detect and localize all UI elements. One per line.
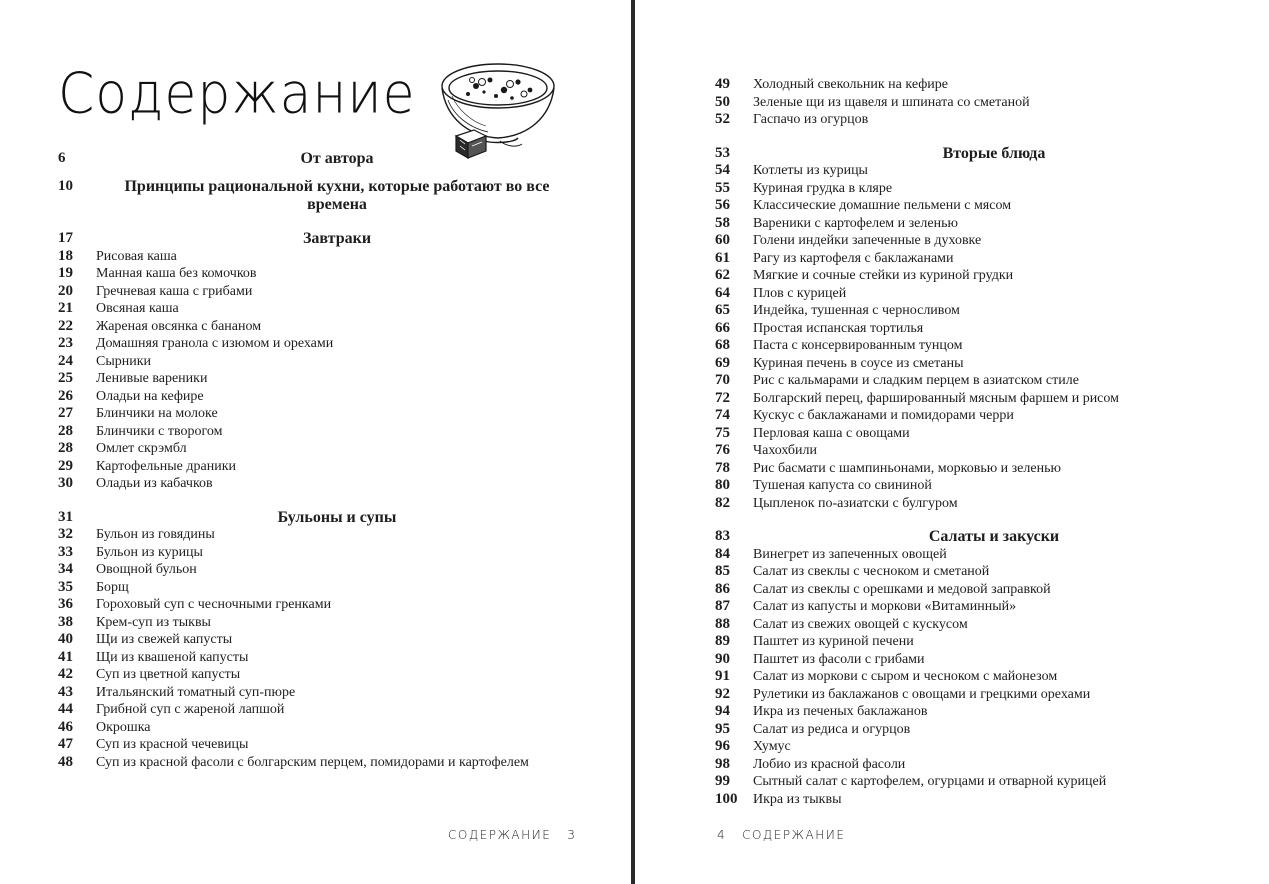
page-number: 52 <box>715 111 730 127</box>
entry-title: Салат из свеклы с орешками и медовой заправкой <box>753 581 1051 597</box>
toc-entry <box>58 526 578 544</box>
page-number: 6 <box>58 150 66 166</box>
page-number: 17 <box>58 230 73 246</box>
toc-entry <box>715 756 1235 774</box>
page-number: 72 <box>715 389 730 406</box>
toc-entry <box>58 353 578 371</box>
page-number: 54 <box>715 162 730 178</box>
entry-title: Голени индейки запеченные в духовке <box>753 233 982 248</box>
page-number: 44 <box>58 701 73 717</box>
toc-entry <box>715 407 1235 425</box>
page-number: 69 <box>715 354 730 371</box>
page-number: 34 <box>58 561 73 577</box>
footer-label: СОДЕРЖАНИЕ <box>448 828 552 842</box>
page-number: 48 <box>58 753 73 770</box>
page-number: 24 <box>58 352 73 369</box>
page-number: 100 <box>715 790 738 807</box>
entry-title: Индейка, тушенная с черносливом <box>753 303 960 318</box>
page-number: 84 <box>715 545 730 562</box>
right-table-of-contents <box>715 76 1235 808</box>
page-number: 65 <box>715 302 730 318</box>
spacer <box>58 168 578 178</box>
toc-entry <box>58 440 578 458</box>
page-number: 28 <box>58 422 73 439</box>
section-title: Принципы рациональной кухни, которые работают во все времена <box>124 178 550 213</box>
toc-entry <box>715 162 1235 180</box>
toc-entry <box>58 754 578 772</box>
entry-title: Гречневая каша с грибами <box>96 283 253 299</box>
page-number: 83 <box>715 528 730 544</box>
page-number: 89 <box>715 633 730 649</box>
toc-entry <box>715 285 1235 303</box>
page-number: 55 <box>715 179 730 196</box>
toc-entry <box>58 405 578 423</box>
page-number: 23 <box>58 335 73 351</box>
page-number: 35 <box>58 578 73 595</box>
page-number: 74 <box>715 407 730 423</box>
page-number: 28 <box>58 440 73 456</box>
toc-entry <box>715 791 1235 809</box>
page-number: 21 <box>58 300 73 316</box>
page-number: 41 <box>58 648 73 665</box>
page-number: 29 <box>58 457 73 474</box>
footer-label: СОДЕРЖАНИЕ <box>742 828 846 842</box>
entry-title: Рагу из картофеля с баклажанами <box>753 250 954 266</box>
entry-title: Омлет скрэмбл <box>96 441 187 456</box>
toc-entry <box>58 458 578 476</box>
toc-entry <box>715 721 1235 739</box>
toc-entry <box>715 355 1235 373</box>
page-number: 70 <box>715 372 730 388</box>
page-number: 25 <box>58 370 73 386</box>
entry-title: Овсяная каша <box>96 301 179 316</box>
toc-entry <box>58 719 578 737</box>
entry-title: Рис басмати с шампиньонами, морковью и зеленью <box>753 460 1061 476</box>
toc-entry <box>715 390 1235 408</box>
spacer <box>58 493 578 509</box>
page-number: 10 <box>58 178 73 194</box>
entry-title: Крем-суп из тыквы <box>96 614 211 630</box>
toc-section-heading <box>715 528 1235 546</box>
entry-title: Бульон из говядины <box>96 527 215 542</box>
entry-title: Холодный свекольник на кефире <box>753 77 948 92</box>
page-number: 80 <box>715 477 730 493</box>
toc-entry <box>58 370 578 388</box>
entry-title: Сытный салат с картофелем, огурцами и отварной курицей <box>753 774 1107 789</box>
entry-title: Лобио из красной фасоли <box>753 756 906 772</box>
page-number: 33 <box>58 543 73 560</box>
page-number: 49 <box>715 76 730 92</box>
entry-title: Икра из тыквы <box>753 791 842 807</box>
entry-title: Кускус с баклажанами и помидорами черри <box>753 408 1014 423</box>
page-number: 62 <box>715 267 730 283</box>
page-number: 20 <box>58 282 73 299</box>
page-number: 87 <box>715 598 730 614</box>
section-title: Салаты и закуски <box>928 528 1060 545</box>
entry-title: Сырники <box>96 353 152 369</box>
toc-entry <box>715 460 1235 478</box>
toc-entry <box>715 773 1235 791</box>
spacer <box>715 129 1235 145</box>
page-number: 91 <box>715 668 730 684</box>
page-number: 60 <box>715 232 730 248</box>
toc-entry <box>58 614 578 632</box>
page-number: 88 <box>715 615 730 632</box>
entry-title: Гаспачо из огурцов <box>753 112 869 127</box>
page-number: 43 <box>58 683 73 700</box>
entry-title: Блинчики на молоке <box>96 406 218 421</box>
toc-section-heading <box>58 150 578 168</box>
entry-title: Окрошка <box>96 719 151 735</box>
entry-title: Паштет из куриной печени <box>753 634 914 649</box>
entry-title: Рис с кальмарами и сладким перцем в азиатском стиле <box>753 373 1079 388</box>
toc-entry <box>58 544 578 562</box>
entry-title: Салат из редиса и огурцов <box>753 721 911 737</box>
entry-title: Щи из квашеной капусты <box>96 649 249 665</box>
toc-section-heading <box>715 145 1235 163</box>
entry-title: Перловая каша с овощами <box>753 425 910 441</box>
page-number: 75 <box>715 424 730 441</box>
toc-entry <box>58 684 578 702</box>
entry-title: Салат из свежих овощей с кускусом <box>753 616 968 632</box>
spacer <box>58 214 578 230</box>
toc-entry <box>58 736 578 754</box>
toc-entry <box>715 250 1235 268</box>
toc-entry <box>715 215 1235 233</box>
entry-title: Ленивые вареники <box>96 371 208 386</box>
entry-title: Гороховый суп с чесночными гренками <box>96 597 332 612</box>
entry-title: Жареная овсянка с бананом <box>96 318 262 334</box>
entry-title: Плов с курицей <box>753 285 847 301</box>
page-number: 90 <box>715 650 730 667</box>
toc-entry <box>715 616 1235 634</box>
toc-entry <box>715 267 1235 285</box>
toc-entry <box>715 686 1235 704</box>
page-number: 32 <box>58 526 73 542</box>
page-number: 56 <box>715 197 730 213</box>
toc-entry <box>58 666 578 684</box>
entry-title: Болгарский перец, фаршированный мясным фаршем и рисом <box>753 390 1119 406</box>
entry-title: Классические домашние пельмени с мясом <box>753 198 1012 213</box>
toc-entry <box>715 495 1235 513</box>
entry-title: Салат из моркови с сыром и чесноком с майонезом <box>753 669 1058 684</box>
toc-section-heading <box>58 509 578 527</box>
toc-entry <box>58 475 578 493</box>
entry-title: Икра из печеных баклажанов <box>753 704 928 719</box>
toc-entry <box>715 372 1235 390</box>
page-number: 42 <box>58 666 73 682</box>
page-number: 58 <box>715 214 730 231</box>
toc-entry <box>58 579 578 597</box>
toc-entry <box>715 563 1235 581</box>
entry-title: Винегрет из запеченных овощей <box>753 546 947 562</box>
page-number: 46 <box>58 718 73 735</box>
toc-entry <box>715 477 1235 495</box>
entry-title: Салат из капусты и моркови «Витаминный» <box>753 599 1017 614</box>
toc-entry <box>58 388 578 406</box>
left-page <box>0 0 631 884</box>
page-number: 40 <box>58 631 73 647</box>
page-number: 27 <box>58 405 73 421</box>
entry-title: Куриная печень в соусе из сметаны <box>753 355 964 371</box>
toc-section-heading <box>58 230 578 248</box>
page-number: 30 <box>58 475 73 491</box>
toc-entry <box>58 596 578 614</box>
page-number: 38 <box>58 613 73 630</box>
page-number: 4 <box>717 828 727 842</box>
page-number: 94 <box>715 703 730 719</box>
page-number: 98 <box>715 755 730 772</box>
page-number: 66 <box>715 319 730 336</box>
page-number: 86 <box>715 580 730 597</box>
entry-title: Блинчики с творогом <box>96 423 223 439</box>
entry-title: Домашняя гранола с изюмом и орехами <box>96 336 334 351</box>
section-title: Бульоны и супы <box>277 508 397 526</box>
right-page-footer <box>717 828 845 842</box>
entry-title: Бульон из курицы <box>96 544 203 560</box>
toc-entry <box>58 335 578 353</box>
toc-entry <box>715 425 1235 443</box>
entry-title: Паста с консервированным тунцом <box>753 338 963 353</box>
page-number: 92 <box>715 685 730 702</box>
left-table-of-contents <box>58 150 578 771</box>
spacer <box>715 512 1235 528</box>
page-number: 61 <box>715 249 730 266</box>
toc-entry <box>58 300 578 318</box>
toc-entry <box>58 561 578 579</box>
toc-entry <box>715 442 1235 460</box>
toc-entry <box>715 738 1235 756</box>
entry-title: Борщ <box>96 579 129 595</box>
entry-title: Рисовая каша <box>96 248 177 264</box>
page-title: Содержание <box>58 61 416 127</box>
entry-title: Суп из красной чечевицы <box>96 737 249 752</box>
entry-title: Паштет из фасоли с грибами <box>753 651 925 667</box>
toc-entry <box>715 598 1235 616</box>
page-number: 64 <box>715 284 730 301</box>
entry-title: Куриная грудка в кляре <box>753 180 893 196</box>
toc-entry <box>58 283 578 301</box>
page-number: 47 <box>58 736 73 752</box>
entry-title: Хумус <box>753 739 791 754</box>
section-title: Завтраки <box>302 230 372 247</box>
toc-entry <box>58 423 578 441</box>
section-title: От автора <box>300 150 374 167</box>
toc-entry <box>58 701 578 719</box>
toc-entry <box>715 111 1235 129</box>
page-number: 50 <box>715 93 730 110</box>
entry-title: Котлеты из курицы <box>753 163 868 178</box>
entry-title: Мягкие и сочные стейки из куриной грудки <box>753 268 1014 283</box>
page-number: 82 <box>715 494 730 511</box>
entry-title: Грибной суп с жареной лапшой <box>96 702 285 717</box>
page-number: 99 <box>715 773 730 789</box>
page-number: 76 <box>715 442 730 458</box>
toc-entry <box>715 337 1235 355</box>
toc-entry <box>58 649 578 667</box>
entry-title: Цыпленок по-азиатски с булгуром <box>753 495 958 511</box>
toc-entry <box>715 180 1235 198</box>
toc-entry <box>715 94 1235 112</box>
page-number: 78 <box>715 459 730 476</box>
entry-title: Зеленые щи из щавеля и шпината со сметаной <box>753 94 1030 110</box>
page-number: 85 <box>715 563 730 579</box>
page-number: 53 <box>715 144 730 161</box>
entry-title: Суп из красной фасоли с болгарским перцем, помидорами и картофелем <box>96 754 529 770</box>
entry-title: Манная каша без комочков <box>96 266 257 281</box>
entry-title: Вареники с картофелем и зеленью <box>753 215 958 231</box>
page-number: 95 <box>715 720 730 737</box>
toc-entry <box>58 631 578 649</box>
toc-entry <box>58 265 578 283</box>
page-number: 22 <box>58 317 73 334</box>
toc-entry <box>715 320 1235 338</box>
page-number: 26 <box>58 387 73 404</box>
entry-title: Овощной бульон <box>96 562 197 577</box>
toc-entry <box>715 581 1235 599</box>
toc-entry <box>715 651 1235 669</box>
left-page-footer <box>448 828 576 842</box>
toc-entry <box>715 302 1235 320</box>
toc-entry <box>715 633 1235 651</box>
entry-title: Щи из свежей капусты <box>96 632 233 647</box>
page-number: 68 <box>715 337 730 353</box>
toc-entry <box>58 318 578 336</box>
entry-title: Тушеная капуста со свининой <box>753 478 932 493</box>
page-number: 31 <box>58 508 73 525</box>
entry-title: Чахохбили <box>753 443 817 458</box>
page-number: 36 <box>58 596 73 612</box>
page-number: 96 <box>715 738 730 754</box>
entry-title: Итальянский томатный суп-пюре <box>96 684 296 700</box>
toc-entry <box>715 668 1235 686</box>
toc-entry <box>715 546 1235 564</box>
section-title: Вторые блюда <box>942 144 1046 162</box>
toc-entry <box>715 703 1235 721</box>
toc-entry <box>715 197 1235 215</box>
entry-title: Картофельные драники <box>96 458 236 474</box>
entry-title: Оладьи из кабачков <box>96 476 213 491</box>
page-number: 3 <box>567 828 577 842</box>
toc-entry <box>715 232 1235 250</box>
entry-title: Салат из свеклы с чесноком и сметаной <box>753 564 990 579</box>
entry-title: Рулетики из баклажанов с овощами и грецкими орехами <box>753 686 1091 702</box>
entry-title: Суп из цветной капусты <box>96 667 241 682</box>
right-page <box>635 0 1269 884</box>
toc-entry <box>715 76 1235 94</box>
entry-title: Оладьи на кефире <box>96 388 204 404</box>
page-number: 18 <box>58 247 73 264</box>
toc-section-heading <box>58 178 578 214</box>
page-number: 19 <box>58 265 73 281</box>
entry-title: Простая испанская тортилья <box>753 320 924 336</box>
toc-entry <box>58 248 578 266</box>
